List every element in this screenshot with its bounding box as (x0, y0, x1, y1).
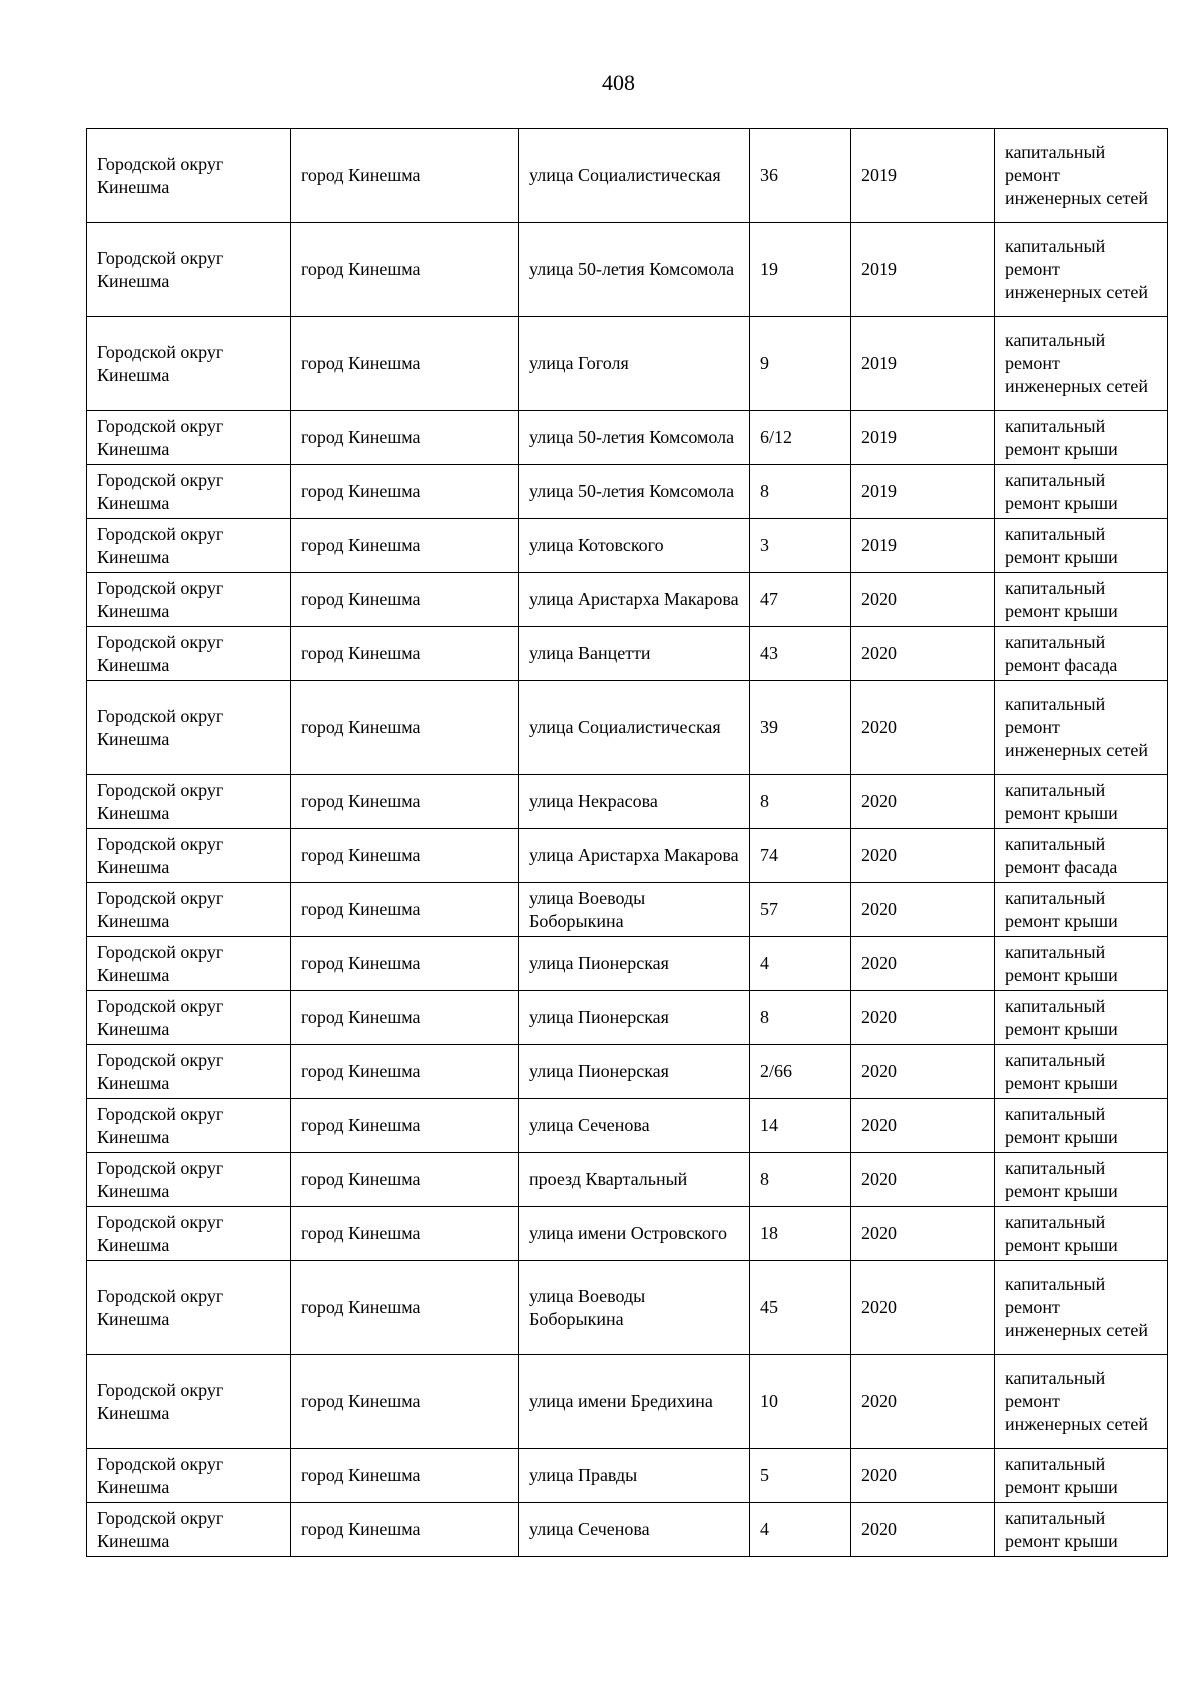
house-number-cell: 6/12 (750, 411, 851, 465)
table-row (87, 465, 1168, 519)
street-cell: улица Некрасова (519, 775, 750, 829)
district-cell: Городской округ Кинешма (87, 991, 291, 1045)
locality-cell: город Кинешма (291, 991, 519, 1045)
district-cell: Городской округ Кинешма (87, 1099, 291, 1153)
year-cell: 2020 (851, 1207, 995, 1261)
year-cell: 2020 (851, 1503, 995, 1557)
district-cell: Городской округ Кинешма (87, 1207, 291, 1261)
district-cell: Городской округ Кинешма (87, 1261, 291, 1355)
work-type-cell: капитальный ремонт крыши (995, 1045, 1168, 1099)
locality-cell: город Кинешма (291, 1503, 519, 1557)
district-cell: Городской округ Кинешма (87, 1503, 291, 1557)
year-cell: 2020 (851, 883, 995, 937)
locality-cell: город Кинешма (291, 627, 519, 681)
district-cell: Городской округ Кинешма (87, 829, 291, 883)
table-row (87, 519, 1168, 573)
work-type-cell: капитальный ремонт инженерных сетей (995, 1261, 1168, 1355)
house-number-cell: 45 (750, 1261, 851, 1355)
work-type-cell: капитальный ремонт инженерных сетей (995, 317, 1168, 411)
work-type-cell: капитальный ремонт инженерных сетей (995, 681, 1168, 775)
year-cell: 2020 (851, 1355, 995, 1449)
work-type-cell: капитальный ремонт крыши (995, 775, 1168, 829)
district-cell: Городской округ Кинешма (87, 1045, 291, 1099)
table-row (87, 1449, 1168, 1503)
street-cell: улица Пионерская (519, 1045, 750, 1099)
locality-cell: город Кинешма (291, 681, 519, 775)
street-cell: улица имени Островского (519, 1207, 750, 1261)
table-row (87, 1045, 1168, 1099)
locality-cell: город Кинешма (291, 411, 519, 465)
district-cell: Городской округ Кинешма (87, 519, 291, 573)
locality-cell: город Кинешма (291, 829, 519, 883)
work-type-cell: капитальный ремонт фасада (995, 627, 1168, 681)
locality-cell: город Кинешма (291, 1153, 519, 1207)
district-cell: Городской округ Кинешма (87, 681, 291, 775)
district-cell: Городской округ Кинешма (87, 465, 291, 519)
street-cell: улица Воеводы Боборыкина (519, 1261, 750, 1355)
locality-cell: город Кинешма (291, 129, 519, 223)
district-cell: Городской округ Кинешма (87, 883, 291, 937)
street-cell: улица Ванцетти (519, 627, 750, 681)
work-type-cell: капитальный ремонт инженерных сетей (995, 129, 1168, 223)
table-row (87, 937, 1168, 991)
table-row (87, 775, 1168, 829)
year-cell: 2020 (851, 775, 995, 829)
work-type-cell: капитальный ремонт крыши (995, 411, 1168, 465)
locality-cell: город Кинешма (291, 1099, 519, 1153)
table-row (87, 573, 1168, 627)
locality-cell: город Кинешма (291, 775, 519, 829)
locality-cell: город Кинешма (291, 1207, 519, 1261)
table-row (87, 883, 1168, 937)
street-cell: улица Гоголя (519, 317, 750, 411)
table-row (87, 1261, 1168, 1355)
street-cell: улица Сеченова (519, 1503, 750, 1557)
street-cell: улица Правды (519, 1449, 750, 1503)
district-cell: Городской округ Кинешма (87, 317, 291, 411)
year-cell: 2019 (851, 411, 995, 465)
street-cell: улица Социалистическая (519, 129, 750, 223)
work-type-cell: капитальный ремонт крыши (995, 1207, 1168, 1261)
year-cell: 2020 (851, 937, 995, 991)
house-number-cell: 8 (750, 1153, 851, 1207)
district-cell: Городской округ Кинешма (87, 223, 291, 317)
locality-cell: город Кинешма (291, 1449, 519, 1503)
year-cell: 2019 (851, 317, 995, 411)
year-cell: 2020 (851, 1153, 995, 1207)
page-number: 408 (602, 70, 635, 95)
house-number-cell: 10 (750, 1355, 851, 1449)
work-type-cell: капитальный ремонт крыши (995, 1503, 1168, 1557)
locality-cell: город Кинешма (291, 937, 519, 991)
house-number-cell: 18 (750, 1207, 851, 1261)
year-cell: 2020 (851, 573, 995, 627)
table-row (87, 411, 1168, 465)
house-number-cell: 57 (750, 883, 851, 937)
work-type-cell: капитальный ремонт крыши (995, 465, 1168, 519)
district-cell: Городской округ Кинешма (87, 129, 291, 223)
street-cell: улица Аристарха Макарова (519, 829, 750, 883)
street-cell: улица 50-летия Комсомола (519, 465, 750, 519)
district-cell: Городской округ Кинешма (87, 937, 291, 991)
street-cell: улица Воеводы Боборыкина (519, 883, 750, 937)
district-cell: Городской округ Кинешма (87, 627, 291, 681)
district-cell: Городской округ Кинешма (87, 775, 291, 829)
street-cell: улица имени Бредихина (519, 1355, 750, 1449)
year-cell: 2019 (851, 465, 995, 519)
year-cell: 2019 (851, 519, 995, 573)
work-type-cell: капитальный ремонт крыши (995, 1449, 1168, 1503)
house-number-cell: 8 (750, 465, 851, 519)
table-row (87, 1153, 1168, 1207)
locality-cell: город Кинешма (291, 1355, 519, 1449)
house-number-cell: 4 (750, 1503, 851, 1557)
locality-cell: город Кинешма (291, 223, 519, 317)
house-number-cell: 14 (750, 1099, 851, 1153)
district-cell: Городской округ Кинешма (87, 1355, 291, 1449)
table-row (87, 1099, 1168, 1153)
street-cell: улица Аристарха Макарова (519, 573, 750, 627)
street-cell: улица 50-летия Комсомола (519, 223, 750, 317)
house-number-cell: 9 (750, 317, 851, 411)
house-number-cell: 19 (750, 223, 851, 317)
locality-cell: город Кинешма (291, 1261, 519, 1355)
house-number-cell: 8 (750, 991, 851, 1045)
table-row (87, 1207, 1168, 1261)
street-cell: улица Социалистическая (519, 681, 750, 775)
table-row (87, 1503, 1168, 1557)
street-cell: улица 50-летия Комсомола (519, 411, 750, 465)
work-type-cell: капитальный ремонт крыши (995, 883, 1168, 937)
work-type-cell: капитальный ремонт инженерных сетей (995, 223, 1168, 317)
district-cell: Городской округ Кинешма (87, 573, 291, 627)
table-row (87, 317, 1168, 411)
house-number-cell: 8 (750, 775, 851, 829)
locality-cell: город Кинешма (291, 317, 519, 411)
table-row (87, 991, 1168, 1045)
street-cell: улица Котовского (519, 519, 750, 573)
street-cell: улица Пионерская (519, 937, 750, 991)
house-number-cell: 74 (750, 829, 851, 883)
house-number-cell: 43 (750, 627, 851, 681)
table-row (87, 129, 1168, 223)
year-cell: 2020 (851, 1261, 995, 1355)
street-cell: проезд Квартальный (519, 1153, 750, 1207)
table-row (87, 1355, 1168, 1449)
repair-register-table (86, 128, 1168, 1557)
work-type-cell: капитальный ремонт крыши (995, 573, 1168, 627)
house-number-cell: 2/66 (750, 1045, 851, 1099)
year-cell: 2020 (851, 829, 995, 883)
year-cell: 2020 (851, 1099, 995, 1153)
table-row (87, 223, 1168, 317)
work-type-cell: капитальный ремонт крыши (995, 991, 1168, 1045)
table-row (87, 681, 1168, 775)
work-type-cell: капитальный ремонт инженерных сетей (995, 1355, 1168, 1449)
street-cell: улица Сеченова (519, 1099, 750, 1153)
house-number-cell: 3 (750, 519, 851, 573)
house-number-cell: 39 (750, 681, 851, 775)
work-type-cell: капитальный ремонт крыши (995, 1099, 1168, 1153)
district-cell: Городской округ Кинешма (87, 1449, 291, 1503)
year-cell: 2020 (851, 1045, 995, 1099)
house-number-cell: 36 (750, 129, 851, 223)
register-body (87, 129, 1168, 1557)
house-number-cell: 5 (750, 1449, 851, 1503)
work-type-cell: капитальный ремонт крыши (995, 1153, 1168, 1207)
district-cell: Городской округ Кинешма (87, 411, 291, 465)
locality-cell: город Кинешма (291, 1045, 519, 1099)
street-cell: улица Пионерская (519, 991, 750, 1045)
work-type-cell: капитальный ремонт фасада (995, 829, 1168, 883)
work-type-cell: капитальный ремонт крыши (995, 937, 1168, 991)
table-row (87, 627, 1168, 681)
year-cell: 2020 (851, 681, 995, 775)
year-cell: 2019 (851, 129, 995, 223)
locality-cell: город Кинешма (291, 573, 519, 627)
year-cell: 2019 (851, 223, 995, 317)
locality-cell: город Кинешма (291, 883, 519, 937)
locality-cell: город Кинешма (291, 519, 519, 573)
table-row (87, 829, 1168, 883)
locality-cell: город Кинешма (291, 465, 519, 519)
year-cell: 2020 (851, 627, 995, 681)
district-cell: Городской округ Кинешма (87, 1153, 291, 1207)
house-number-cell: 47 (750, 573, 851, 627)
work-type-cell: капитальный ремонт крыши (995, 519, 1168, 573)
year-cell: 2020 (851, 991, 995, 1045)
house-number-cell: 4 (750, 937, 851, 991)
year-cell: 2020 (851, 1449, 995, 1503)
